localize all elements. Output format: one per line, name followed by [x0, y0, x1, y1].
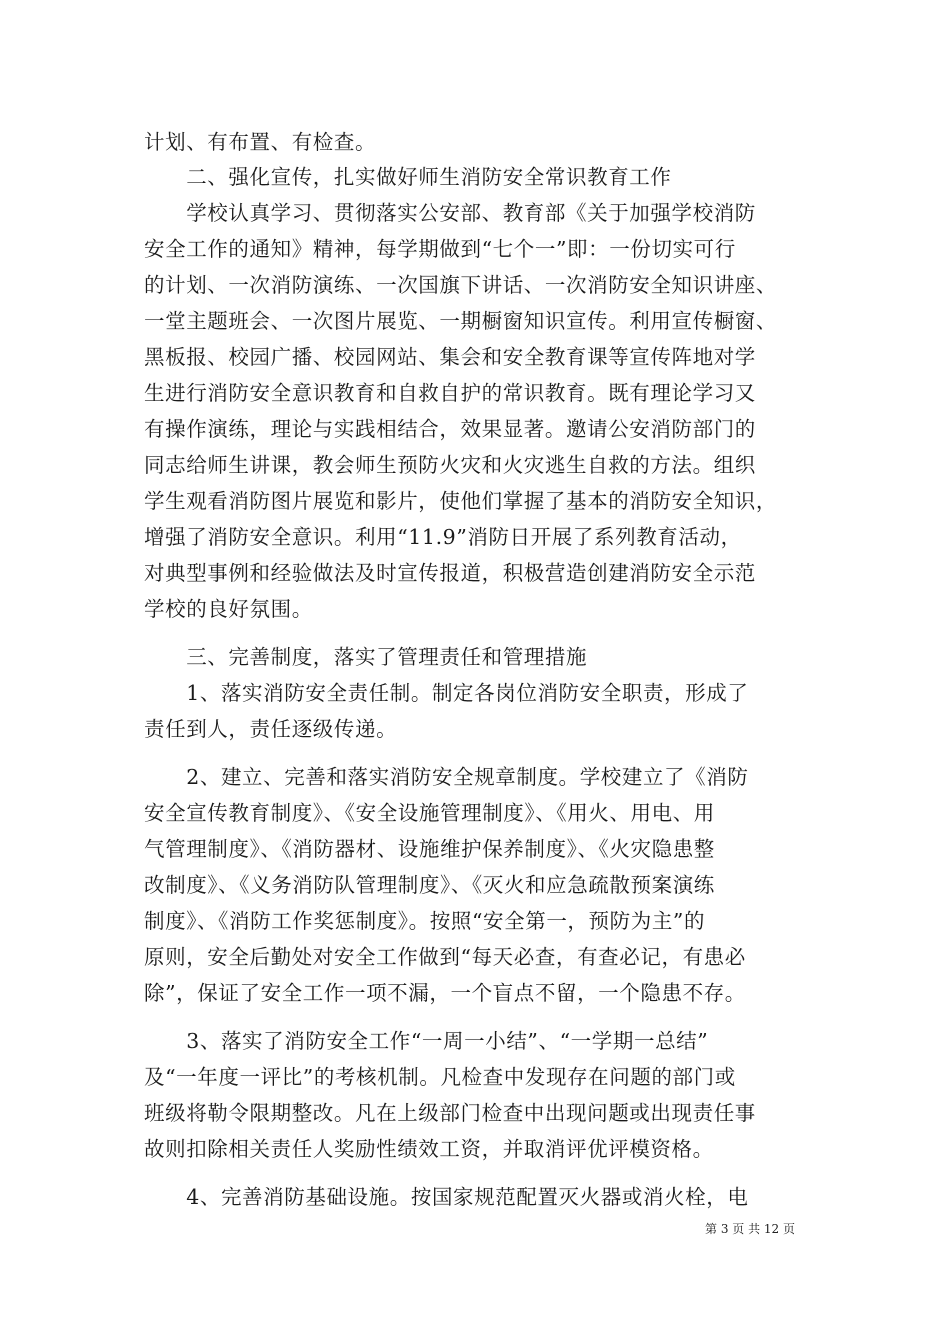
body-line: 制度》、《消防工作奖惩制度》。按照“安全第一，预防为主”的	[144, 909, 706, 933]
body-line: 故则扣除相关责任人奖励性绩效工资，并取消评优评模资格。	[144, 1137, 714, 1161]
body-line: 班级将勒令限期整改。凡在上级部门检查中出现问题或出现责任事	[144, 1101, 756, 1125]
body-line: 同志给师生讲课，教会师生预防火灾和火灾逃生自救的方法。组织	[144, 453, 756, 477]
body-line: 学生观看消防图片展览和影片，使他们掌握了基本的消防安全知识，	[144, 489, 777, 513]
section-heading-2: 二、强化宣传，扎实做好师生消防安全常识教育工作	[144, 165, 672, 189]
section-heading-3: 三、完善制度，落实了管理责任和管理措施	[144, 645, 588, 669]
page-number: 第 3 页 共 12 页	[705, 1222, 795, 1236]
body-line: 学校的良好氛围。	[144, 597, 313, 621]
body-line: 学校认真学习、贯彻落实公安部、教育部《关于加强学校消防	[144, 201, 756, 225]
body-line: 有操作演练，理论与实践相结合，效果显著。邀请公安消防部门的	[144, 417, 756, 441]
body-line: 1、落实消防安全责任制。制定各岗位消防安全职责，形成了	[144, 681, 749, 705]
body-line: 安全工作的通知》精神，每学期做到“七个一”即：一份切实可行	[144, 237, 736, 261]
body-line: 原则，安全后勤处对安全工作做到“每天必查，有查必记，有患必	[144, 945, 746, 969]
body-line: 改制度》、《义务消防队管理制度》、《灭火和应急疏散预案演练	[144, 873, 715, 897]
body-line: 气管理制度》、《消防器材、设施维护保养制度》、《火灾隐患整	[144, 837, 715, 861]
body-line: 生进行消防安全意识教育和自救自护的常识教育。既有理论学习又	[144, 381, 756, 405]
body-line: 的计划、一次消防演练、一次国旗下讲话、一次消防安全知识讲座、	[144, 273, 777, 297]
body-line: 3、落实了消防安全工作“一周一小结”、“一学期一总结”	[144, 1029, 709, 1053]
body-line: 一堂主题班会、一次图片展览、一期橱窗知识宣传。利用宣传橱窗、	[144, 309, 777, 333]
body-line: 2、建立、完善和落实消防安全规章制度。学校建立了《消防	[144, 765, 749, 789]
body-line: 责任到人，责任逐级传递。	[144, 717, 398, 741]
body-line: 增强了消防安全意识。利用“11.9”消防日开展了系列教育活动，	[144, 525, 742, 549]
body-line: 对典型事例和经验做法及时宣传报道，积极营造创建消防安全示范	[144, 561, 756, 585]
body-line: 安全宣传教育制度》、《安全设施管理制度》、《用火、用电、用	[144, 801, 715, 825]
body-line: 及“一年度一评比”的考核机制。凡检查中发现存在问题的部门或	[144, 1065, 736, 1089]
body-line: 黑板报、校园广播、校园网站、集会和安全教育课等宣传阵地对学	[144, 345, 756, 369]
body-line: 除”，保证了安全工作一项不漏，一个盲点不留，一个隐患不存。	[144, 981, 746, 1005]
body-line: 计划、有布置、有检查。	[144, 130, 377, 154]
body-line: 4、完善消防基础设施。按国家规范配置灭火器或消火栓，电	[144, 1185, 749, 1209]
